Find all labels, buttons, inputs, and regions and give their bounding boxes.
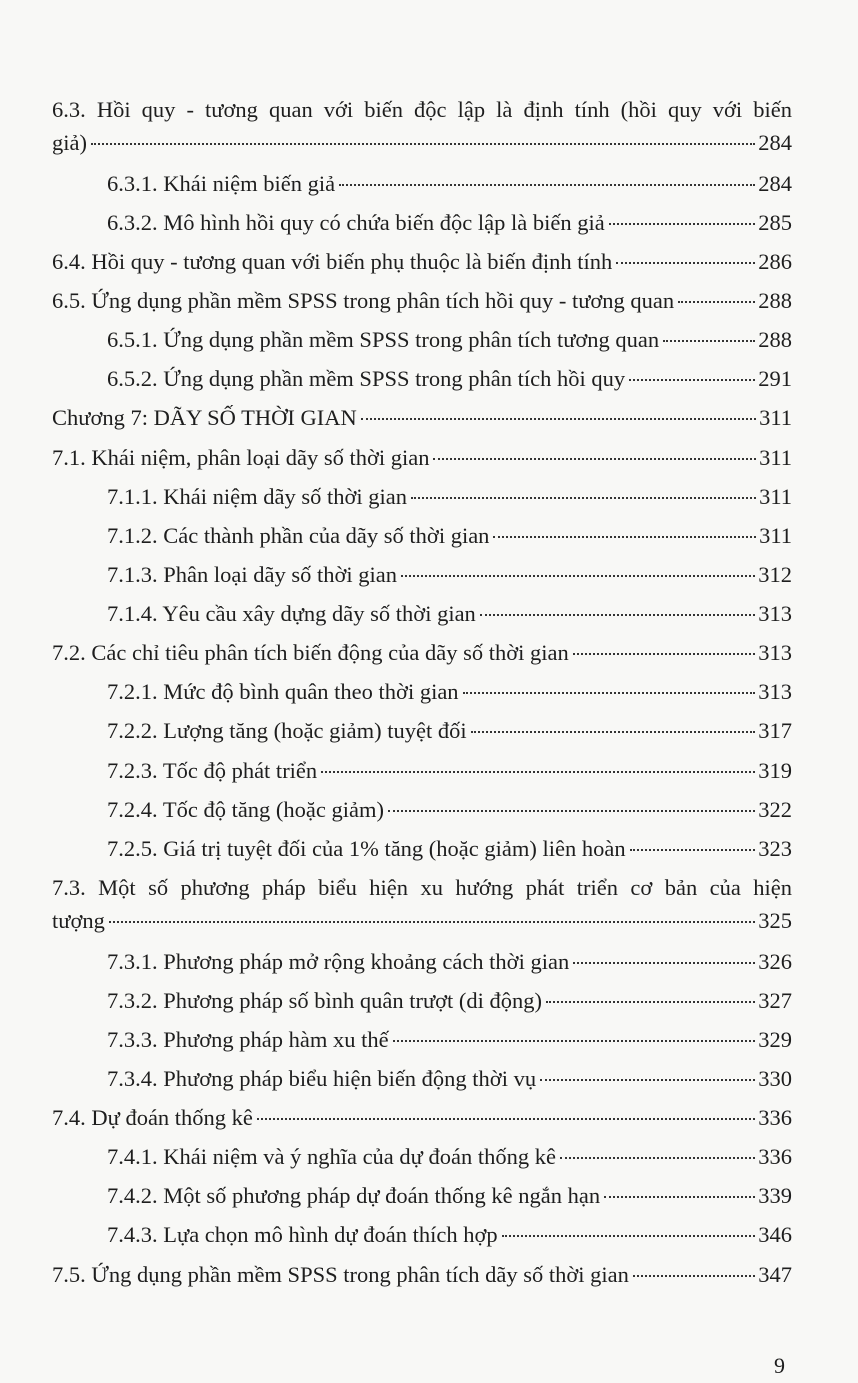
toc-entry-6-3-line1: 6.3. Hồi quy - tương quan với biến độc lập là định tính (hồi quy với biến: [52, 97, 792, 122]
toc-entry-7-2-1: [107, 677, 792, 707]
toc-entry-7-4: [52, 1103, 792, 1133]
dot-leader: [633, 1275, 755, 1277]
toc-entry-title: 6.5.1. Ứng dụng phần mềm SPSS trong phân tích tương quan: [107, 327, 660, 352]
toc-entry-page: 336: [758, 1144, 792, 1169]
toc-entry-title: tượng: [52, 908, 105, 933]
toc-entry-title: 7.1.2. Các thành phần của dãy số thời gian: [107, 523, 490, 548]
toc-entry-7-1-3: [107, 560, 792, 590]
toc-entry-page: 284: [758, 171, 792, 196]
toc-entry-title: Chương 7: DÃY SỐ THỜI GIAN: [52, 405, 357, 430]
toc-entry-page: 323: [758, 836, 792, 861]
toc-entry-7-3-line1: 7.3. Một số phương pháp biểu hiện xu hướng phát triển cơ bản của hiện: [52, 875, 792, 900]
page-number: 9: [774, 1353, 785, 1378]
dot-leader: [546, 1001, 755, 1003]
toc-entry-title: 7.2.1. Mức độ bình quân theo thời gian: [107, 679, 459, 704]
toc-entry-page: 330: [758, 1066, 792, 1091]
toc-entry-7-2: [52, 638, 792, 668]
toc-entry-7-3-3: [107, 1025, 792, 1055]
dot-leader: [339, 184, 755, 186]
toc-entry-title: giả): [52, 130, 87, 155]
dot-leader: [433, 458, 756, 460]
toc-entry-6-5: [52, 286, 792, 316]
toc-entry-page: 317: [758, 718, 792, 743]
dot-leader: [678, 301, 755, 303]
toc-entry-7-5: [52, 1260, 792, 1290]
dot-leader: [573, 653, 755, 655]
toc-entry-7-2-2: [107, 716, 792, 746]
dot-leader: [401, 575, 755, 577]
dot-leader: [663, 340, 755, 342]
toc-entry-page: 319: [758, 758, 792, 783]
toc-entry-page: 346: [758, 1222, 792, 1247]
toc-entry-7-2-5: [107, 834, 792, 864]
toc-entry-title: 7.4.1. Khái niệm và ý nghĩa của dự đoán thống kê: [107, 1144, 556, 1169]
toc-entry-page: 288: [758, 327, 792, 352]
toc-entry-page: 327: [758, 988, 792, 1013]
toc-entry-page: 325: [758, 908, 792, 933]
toc-entry-page: 312: [758, 562, 792, 587]
toc-entry-7-3-2: [107, 986, 792, 1016]
dot-leader: [609, 223, 756, 225]
dot-leader: [573, 962, 755, 964]
toc-entry-7-2-3: [107, 756, 792, 786]
toc-entry-page: 329: [758, 1027, 792, 1052]
toc-entry-7-4-2: [107, 1181, 792, 1211]
dot-leader: [321, 771, 755, 773]
toc-entry-6-3-1: [107, 169, 792, 199]
toc-entry-title: 7.2.2. Lượng tăng (hoặc giảm) tuyệt đối: [107, 718, 467, 743]
toc-entry-title: 7.2.5. Giá trị tuyệt đối của 1% tăng (hoặc giảm) liên hoàn: [107, 836, 626, 861]
toc-entry-title: 7.5. Ứng dụng phần mềm SPSS trong phân tích dãy số thời gian: [52, 1262, 629, 1287]
toc-entry-6-3: [52, 128, 792, 158]
dot-leader: [393, 1040, 756, 1042]
dot-leader: [629, 379, 755, 381]
toc-entry-title: 7.2.4. Tốc độ tăng (hoặc giảm): [107, 797, 385, 822]
toc-entry-7-1: [52, 443, 792, 473]
dot-leader: [616, 262, 755, 264]
dot-leader: [109, 921, 755, 923]
toc-entry-page: 326: [758, 949, 792, 974]
dot-leader: [480, 614, 755, 616]
toc-entry-page: 336: [758, 1105, 792, 1130]
toc-entry-7-3-1: [107, 947, 792, 977]
toc-entry-7-3: [52, 906, 792, 936]
toc-entry-page: 311: [759, 484, 792, 509]
toc-entry-7-1-2: [107, 521, 792, 551]
dot-leader: [463, 692, 756, 694]
dot-leader: [388, 810, 755, 812]
toc-entry-title: 7.1. Khái niệm, phân loại dãy số thời gian: [52, 445, 430, 470]
toc-entry-6-3-2: [107, 208, 792, 238]
toc-entry-7-4-1: [107, 1142, 792, 1172]
toc-entry-title: 7.2.3. Tốc độ phát triển: [107, 758, 318, 783]
toc-entry-title: 6.5. Ứng dụng phần mềm SPSS trong phân tích hồi quy - tương quan: [52, 288, 675, 313]
toc-entry-title: 6.5.2. Ứng dụng phần mềm SPSS trong phân tích hồi quy: [107, 366, 626, 391]
toc-entry-page: 311: [759, 445, 792, 470]
dot-leader: [91, 143, 755, 145]
toc-entry-title: 7.4. Dự đoán thống kê: [52, 1105, 253, 1130]
toc-entry-page: 313: [758, 601, 792, 626]
toc-entry-title: 7.3.2. Phương pháp số bình quân trượt (di động): [107, 988, 543, 1013]
toc-entry-page: 339: [758, 1183, 792, 1208]
toc-entry-title: 7.4.3. Lựa chọn mô hình dự đoán thích hợp: [107, 1222, 498, 1247]
dot-leader: [361, 418, 756, 420]
toc-entry-page: 286: [758, 249, 792, 274]
toc-entry-7-1-4: [107, 599, 792, 629]
dot-leader: [502, 1235, 756, 1237]
toc-entry-6-4: [52, 247, 792, 277]
dot-leader: [257, 1118, 755, 1120]
dot-leader: [560, 1157, 755, 1159]
toc-entry-page: 322: [758, 797, 792, 822]
dot-leader: [540, 1079, 755, 1081]
toc-entry-title: 7.1.1. Khái niệm dãy số thời gian: [107, 484, 407, 509]
toc-entry-title: 7.3.1. Phương pháp mở rộng khoảng cách thời gian: [107, 949, 570, 974]
dot-leader: [471, 731, 756, 733]
dot-leader: [411, 497, 756, 499]
toc-entry-title: 7.1.3. Phân loại dãy số thời gian: [107, 562, 397, 587]
toc-entry-chapter-7: [52, 403, 792, 433]
toc-entry-title: 7.1.4. Yêu cầu xây dựng dãy số thời gian: [107, 601, 476, 626]
toc-entry-page: 288: [758, 288, 792, 313]
toc-entry-title: 7.3.3. Phương pháp hàm xu thế: [107, 1027, 389, 1052]
toc-entry-6-5-2: [107, 364, 792, 394]
toc-entry-page: 284: [758, 130, 792, 155]
toc-entry-title: 6.3.1. Khái niệm biến giả: [107, 171, 336, 196]
dot-leader: [493, 536, 756, 538]
toc-entry-title: 6.3.2. Mô hình hồi quy có chứa biến độc lập là biến giả: [107, 210, 605, 235]
toc-entry-page: 347: [758, 1262, 792, 1287]
toc-entry-title: 6.4. Hồi quy - tương quan với biến phụ thuộc là biến định tính: [52, 249, 613, 274]
toc-entry-page: 311: [759, 523, 792, 548]
dot-leader: [630, 849, 756, 851]
toc-entry-7-4-3: [107, 1220, 792, 1250]
toc-entry-title: 7.2. Các chỉ tiêu phân tích biến động của dãy số thời gian: [52, 640, 569, 665]
toc-entry-title: 7.3.4. Phương pháp biểu hiện biến động thời vụ: [107, 1066, 537, 1091]
toc-entry-page: 313: [758, 640, 792, 665]
toc-entry-page: 313: [758, 679, 792, 704]
toc-entry-page: 291: [758, 366, 792, 391]
toc-entry-7-2-4: [107, 795, 792, 825]
toc-entry-title: 7.4.2. Một số phương pháp dự đoán thống kê ngắn hạn: [107, 1183, 601, 1208]
toc-entry-7-3-4: [107, 1064, 792, 1094]
toc-entry-page: 311: [759, 405, 792, 430]
dot-leader: [604, 1196, 755, 1198]
toc-entry-page: 285: [758, 210, 792, 235]
toc-entry-7-1-1: [107, 482, 792, 512]
toc-entry-6-5-1: [107, 325, 792, 355]
